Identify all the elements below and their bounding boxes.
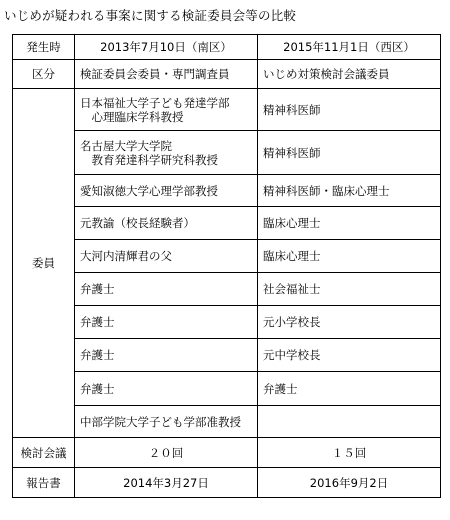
table-row-member (13, 207, 441, 240)
member-4-col2: 臨床心理士 (258, 207, 441, 240)
member-7-col2: 元小学校長 (258, 306, 441, 339)
member-6-col1: 弁護士 (75, 273, 258, 306)
table-row-member (13, 372, 441, 406)
table-row-member (13, 273, 441, 306)
comparison-table (12, 34, 441, 498)
row-label-members: 委員 (13, 89, 75, 438)
member-2-col1 (75, 131, 258, 175)
meetings-count-1: ２０回 (75, 438, 258, 468)
table-row-category (13, 60, 441, 89)
member-8-col2: 元中学校長 (258, 339, 441, 372)
category-2: いじめ対策検討会議委員 (258, 60, 441, 89)
occurrence-date-1: 2013年7月10日（南区） (75, 35, 258, 60)
category-1: 検証委員会委員・専門調査員 (75, 60, 258, 89)
occurrence-date-2: 2015年11月1日（西区） (258, 35, 441, 60)
row-label-meetings: 検討会議 (13, 438, 75, 468)
table-row-member (13, 406, 441, 438)
member-9-col2: 弁護士 (258, 372, 441, 406)
member-5-col2: 臨床心理士 (258, 240, 441, 273)
table-row-occurrence (13, 35, 441, 60)
member-6-col2: 社会福祉士 (258, 273, 441, 306)
member-4-col1: 元教諭（校長経験者） (75, 207, 258, 240)
member-1-col1 (75, 89, 258, 131)
member-1-col1-line1: 日本福祉大学子ども発達学部 (80, 95, 230, 110)
table-row-report (13, 468, 441, 498)
member-7-col1: 弁護士 (75, 306, 258, 339)
table-row-member (13, 306, 441, 339)
table-row-member (13, 175, 441, 207)
table-row-meetings (13, 438, 441, 468)
table-row-member (13, 240, 441, 273)
member-1-col2: 精神科医師 (258, 89, 441, 131)
report-date-1: 2014年3月27日 (75, 468, 258, 498)
row-label-occurrence: 発生時 (13, 35, 75, 60)
member-2-col1-line1: 名古屋大学大学院 (80, 138, 172, 153)
member-1-col1-line2: 心理臨床学科教授 (80, 109, 184, 124)
report-date-2: 2016年9月2日 (258, 468, 441, 498)
member-5-col1: 大河内清輝君の父 (75, 240, 258, 273)
member-10-col1: 中部学院大学子ども学部准教授 (75, 406, 258, 438)
row-label-report: 報告書 (13, 468, 75, 498)
member-2-col2: 精神科医師 (258, 131, 441, 175)
member-3-col2: 精神科医師・臨床心理士 (258, 175, 441, 207)
table-row-member (13, 339, 441, 372)
member-10-col2 (258, 406, 441, 438)
meetings-count-2: １５回 (258, 438, 441, 468)
table-row-member (13, 131, 441, 175)
document-title: いじめが疑われる事案に関する検証委員会等の比較 (4, 8, 297, 23)
table-row-member (13, 89, 441, 131)
member-9-col1: 弁護士 (75, 372, 258, 406)
member-3-col1: 愛知淑徳大学心理学部教授 (75, 175, 258, 207)
member-8-col1: 弁護士 (75, 339, 258, 372)
member-2-col1-line2: 教育発達科学研究科教授 (80, 152, 218, 167)
row-label-category: 区分 (13, 60, 75, 89)
